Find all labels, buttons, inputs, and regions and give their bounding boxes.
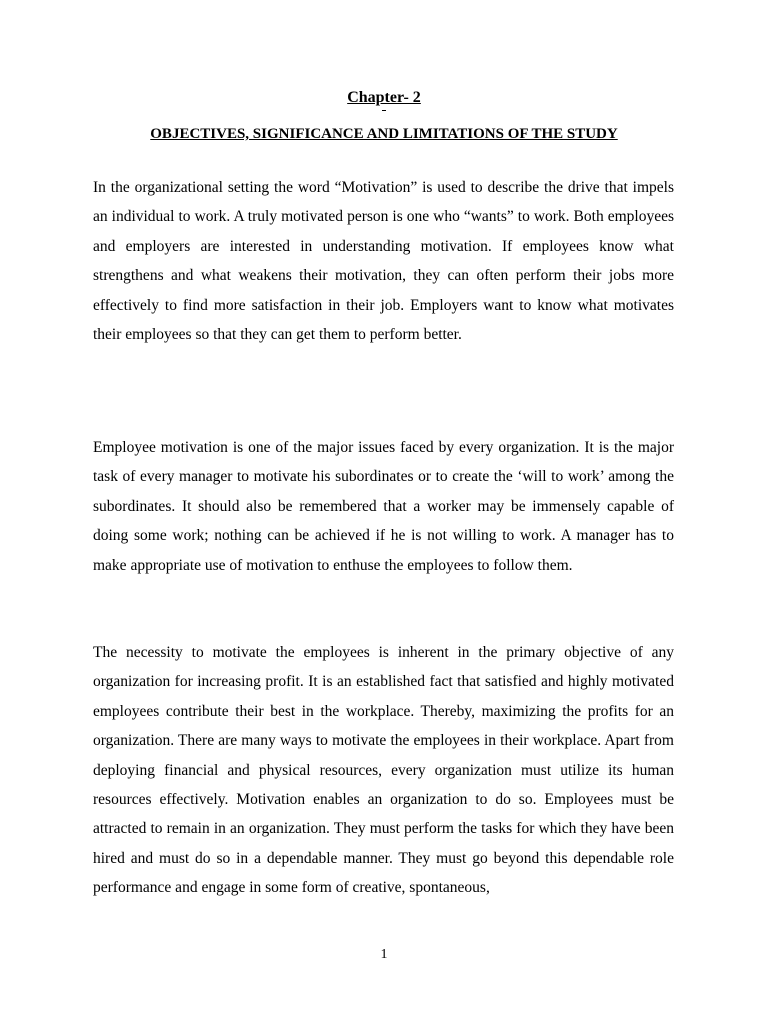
paragraph-2: Employee motivation is one of the major issues faced by every organization. It is the major task of every manager to motivate his subordinates or to create the ‘will to work’ among the subordinates. It should also be remembered that a worker may be immensely capable of doing some work; nothing can be achieved if he is not willing to work. A manager has to make appropriate use of motivation to enthuse the employees to follow them. (93, 439, 674, 574)
chapter-label: Chapter- 2 (347, 89, 421, 106)
divider-mark (382, 110, 386, 111)
paragraph-1: In the organizational setting the word “Motivation” is used to describe the drive that impels an individual to work. A truly motivated person is one who “wants” to work. Both employees and employers are interested in understanding motivation. If employees know what strengthens and what weakens their motivation, they can often perform their jobs more effectively to find more satisfaction in their job. Employers want to know what motivates their employees so that they can get them to perform better. (93, 179, 674, 344)
page-number: 1 (380, 947, 388, 962)
paragraph-3: The necessity to motivate the employees is inherent in the primary objective of any organization for increasing profit. It is an established fact that satisfied and highly motivated employees contribute their best in the workplace. Thereby, maximizing the profits for an organization. There are many ways to motivate the employees in their workplace. Apart from deploying financial and physical resources, every organization must utilize its human resources effectively. Motivation enables an organization to do so. Employees must be attracted to remain in an organization. They must perform the tasks for which they have been hired and must do so in a dependable manner. They must go beyond this dependable role performance and engage in some form of creative, spontaneous, (93, 644, 674, 897)
page-title: OBJECTIVES, SIGNIFICANCE AND LIMITATIONS OF THE STUDY (150, 126, 618, 142)
